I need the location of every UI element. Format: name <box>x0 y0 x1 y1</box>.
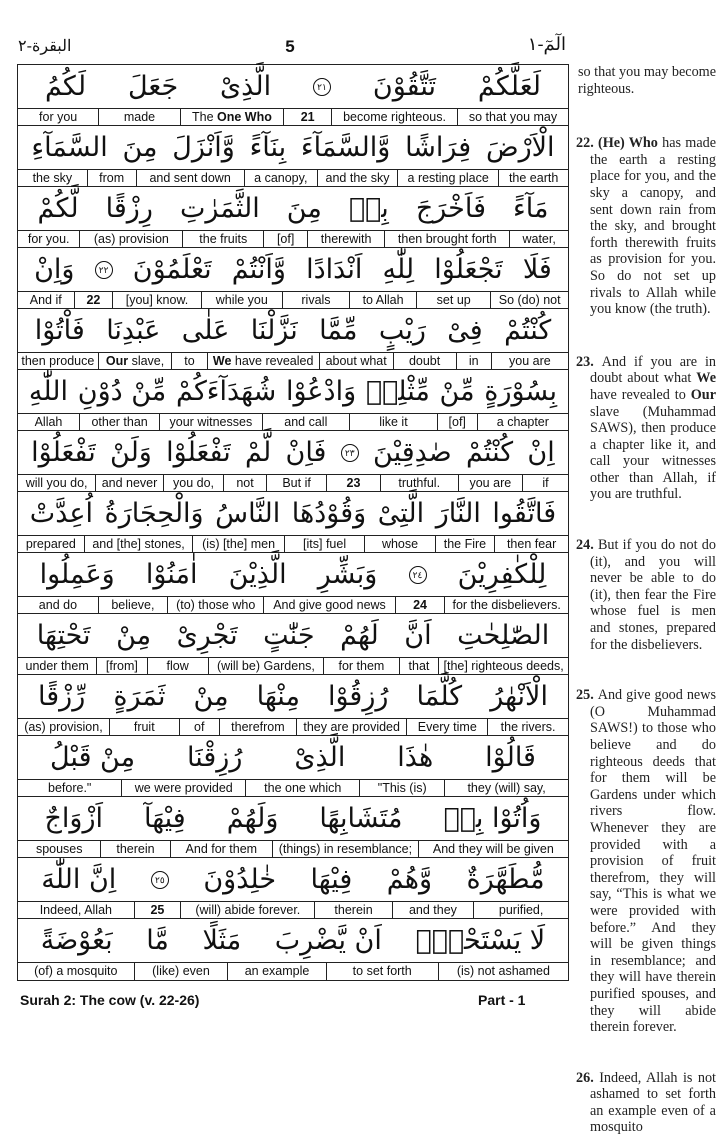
arabic-word: لَّمْ <box>245 436 272 468</box>
english-word-cell: to Allah <box>350 292 417 308</box>
english-word-cell: (as) provision, <box>18 719 110 735</box>
english-word-cell: we were provided <box>122 780 246 796</box>
verse-end-marker: ٢١ <box>313 78 331 96</box>
surah-name-arabic: البقرة-٢ <box>18 36 72 55</box>
arabic-word: اَنْدَادًا <box>306 253 363 285</box>
arabic-word: وَبَشِّرِ <box>317 558 378 590</box>
english-row <box>18 231 568 248</box>
arabic-word: لَهُمْ <box>340 619 379 651</box>
arabic-word: اِنَّ اللّٰهَ <box>41 863 117 895</box>
arabic-word: رَيْبٍ <box>378 314 426 346</box>
arabic-word: اَنَّ <box>404 619 432 651</box>
english-word-cell: believe, <box>99 597 168 613</box>
arabic-word: وَّاَنْزَلَ <box>172 131 235 163</box>
arabic-word: رُزِقْنَا <box>187 741 243 773</box>
english-word-cell: We have revealed <box>208 353 320 369</box>
english-row <box>18 536 568 553</box>
english-word-cell: for them <box>324 658 400 674</box>
word-by-word-table <box>17 64 569 981</box>
arabic-word: مِنْ <box>193 680 229 712</box>
arabic-word: اٰمَنُوْا <box>145 558 198 590</box>
english-row <box>18 170 568 187</box>
english-word-cell: under them <box>18 658 97 674</box>
english-word-cell: (is) [the] men <box>193 536 284 552</box>
english-word-cell: the sky <box>18 170 88 186</box>
arabic-word: مِّثْلِهٖ <box>365 375 430 407</box>
english-word-cell: will you do, <box>18 475 96 491</box>
arabic-word: هٰذَا <box>397 741 434 773</box>
english-word-cell: a resting place <box>398 170 499 186</box>
verse-row-pair <box>18 248 568 309</box>
english-word-cell: then brought forth <box>385 231 510 247</box>
english-word-cell: so that you may <box>468 110 558 124</box>
english-word-cell: other than <box>80 414 160 430</box>
english-word-cell: for the disbelievers. <box>452 598 561 612</box>
arabic-word: مِنَ <box>286 192 322 224</box>
verse-end-marker: ٢٤ <box>409 566 427 584</box>
arabic-word: شُهَدَآءَكُمْ <box>175 375 277 407</box>
english-word-cell: (will) abide forever. <box>181 902 315 918</box>
english-word-cell: of <box>180 719 220 735</box>
english-word-cell: [its] fuel <box>285 536 366 552</box>
english-row <box>18 353 568 370</box>
arabic-row <box>18 126 568 170</box>
arabic-word: مِّمَّا <box>319 314 358 346</box>
arabic-word: تَجْرِىْ <box>176 619 238 651</box>
english-word-cell: they (will) say, <box>467 781 546 795</box>
english-word-cell: from <box>88 170 137 186</box>
english-word-cell: if <box>542 476 549 490</box>
arabic-word: كُنْتُمْ <box>504 314 552 346</box>
english-word-cell: the Fire <box>436 536 496 552</box>
arabic-word: مِنْهَا <box>256 680 300 712</box>
arabic-word: وَاِنْ <box>34 253 75 285</box>
english-word-cell: (things) in resemblance; <box>273 841 419 857</box>
english-word-cell: whose <box>365 536 435 552</box>
arabic-word: اَنْ يَّضْرِبَ <box>274 924 382 956</box>
english-word-cell: So (do) not <box>498 293 561 307</box>
translation-verse-number: 24. <box>576 537 598 554</box>
translation-verse: 23. And if you are in doubt about what We have revealed to Our slave (Muhammad SAWS), then produce a chapter like it, and call your witnesses other than Allah, if you are truthful. <box>576 353 716 503</box>
english-word-cell: before." <box>18 780 122 796</box>
arabic-word: وَّالسَّمَآءَ <box>300 131 391 163</box>
english-word-cell: like it <box>350 414 438 430</box>
arabic-word: بِهٖ <box>348 192 389 224</box>
arabic-word: فَاْتُوْا <box>34 314 85 346</box>
arabic-word: وَاُتُوْا بِهٖ <box>443 802 542 834</box>
verse-row-pair <box>18 187 568 248</box>
english-word-cell: a canopy, <box>245 170 318 186</box>
verse-row-pair <box>18 675 568 736</box>
english-word-cell: [the] righteous deeds, <box>443 659 564 673</box>
english-word-cell: (as) provision <box>80 231 183 247</box>
verse-row-pair <box>18 65 568 126</box>
english-word-cell: and [the] stones, <box>85 536 194 552</box>
english-word-cell: prepared <box>18 536 85 552</box>
arabic-row <box>18 675 568 719</box>
arabic-word: تَفْعَلُوْا <box>166 436 231 468</box>
verse-row-pair <box>18 431 568 492</box>
arabic-word: مُتَشَابِهًا <box>319 802 403 834</box>
arabic-word: تَحْتِهَا <box>36 619 91 651</box>
english-word-cell: doubt <box>394 353 457 369</box>
english-word-cell: then fear <box>506 537 557 551</box>
english-word-cell: The One Who <box>181 109 285 125</box>
arabic-word: مِنْ <box>116 619 152 651</box>
english-row <box>18 597 568 614</box>
arabic-word: النَّاسُ <box>215 497 281 529</box>
arabic-word: لَّكُمْ <box>37 192 79 224</box>
arabic-word: لَعَلَّكُمْ <box>477 70 541 102</box>
arabic-word: وَادْعُوْا <box>285 375 357 407</box>
arabic-row <box>18 736 568 780</box>
english-word-cell: your witnesses <box>160 414 262 430</box>
english-row <box>18 475 568 492</box>
english-row <box>18 719 568 736</box>
english-word-cell: fruit <box>110 719 180 735</box>
arabic-word: وَّاَنْتُمْ <box>231 253 286 285</box>
english-word-cell: And they will be given <box>432 842 554 856</box>
arabic-word: فَاتَّقُوا <box>492 497 557 529</box>
english-word-cell: [of] <box>438 414 478 430</box>
arabic-word: خٰلِدُوْنَ <box>203 863 277 895</box>
arabic-row <box>18 553 568 597</box>
arabic-word: الَّتِىْ <box>377 497 425 529</box>
english-word-cell: therein <box>101 841 170 857</box>
english-word-cell: become righteous. <box>332 109 458 125</box>
arabic-word: لِلّٰهِ <box>382 253 415 285</box>
arabic-word: مُّطَهَّرَةٌ <box>466 863 545 895</box>
footer-surah-label: Surah 2: The cow (v. 22-26) <box>20 992 200 1008</box>
translation-verse: 22. (He) Who has made the earth a resting place for you, and the sky a canopy, and sent down rain from the sky, and brought forth therewith fruits as provision for you. So do not set up rivals to Allah while you know (the truth). <box>576 135 717 318</box>
verse-number-cell: 23 <box>327 475 380 491</box>
arabic-word: الثَّمَرٰتِ <box>179 192 260 224</box>
arabic-word: رِزْقًا <box>105 192 153 224</box>
arabic-word: فِيْهَآ <box>143 802 186 834</box>
english-word-cell: and do <box>18 597 99 613</box>
verse-end-marker: ٢٣ <box>341 444 359 462</box>
arabic-row <box>18 187 568 231</box>
verse-row-pair <box>18 492 568 553</box>
translation-intro: so that you may become righteous. <box>578 64 716 97</box>
translation-column <box>576 64 716 1136</box>
english-row <box>18 780 568 797</box>
arabic-word: تَفْعَلُوْا <box>31 436 96 468</box>
arabic-word: وَلَهُمْ <box>226 802 279 834</box>
verse-row-pair <box>18 858 568 919</box>
english-word-cell: the rivers. <box>500 720 556 734</box>
english-word-cell: [from] <box>97 658 147 674</box>
arabic-word: تَتَّقُوْنَ <box>372 70 437 102</box>
english-word-cell: you do, <box>164 475 224 491</box>
verse-row-pair <box>18 553 568 614</box>
arabic-row <box>18 797 568 841</box>
arabic-word: ثَمَرَةٍ <box>113 680 166 712</box>
footer-part-label: Part - 1 <box>478 992 526 1008</box>
arabic-word: النَّارَ <box>435 497 481 529</box>
verse-end-marker: ٢٢ <box>95 261 113 279</box>
english-word-cell: in <box>457 353 492 369</box>
arabic-word: وَلَنْ <box>110 436 152 468</box>
arabic-word: جَعَلَ <box>127 70 179 102</box>
verse-row-pair <box>18 797 568 858</box>
english-word-cell: then produce <box>18 353 99 369</box>
english-row <box>18 841 568 858</box>
arabic-word: مِنْ قَبْلُ <box>49 741 136 773</box>
english-row <box>18 658 568 675</box>
english-word-cell: And for them <box>171 841 274 857</box>
arabic-word: بِنَآءً <box>249 131 287 163</box>
english-word-cell: Allah <box>18 414 80 430</box>
english-word-cell: you are <box>459 475 523 491</box>
translation-verse: 25. And give good news (O Muhammad SAWS!) to those who believe and do righteous deeds that for them will be Gardens under which rivers flow. Whenever they are provided with a provision of fruit therefrom, they will say, “This is what we were provided with before.” And they will be given things in resemblance; and they will have therein purified spouses, and they will abide therein forever. <box>576 687 716 1036</box>
arabic-word: عَبْدِنَا <box>106 314 161 346</box>
translation-verse-number: 26. <box>576 1069 600 1086</box>
english-row <box>18 109 568 126</box>
arabic-word: وَالْحِجَارَةُ <box>104 497 204 529</box>
english-word-cell: the one which <box>246 780 360 796</box>
arabic-word: نَزَّلْنَا <box>250 314 298 346</box>
english-word-cell: they are provided <box>297 719 407 735</box>
english-word-cell: And give good news <box>264 597 395 613</box>
english-word-cell: therein <box>315 902 392 918</box>
english-word-cell: and never <box>96 475 164 491</box>
english-word-cell: [of] <box>264 231 308 247</box>
english-word-cell: therewith <box>308 231 385 247</box>
english-word-cell: therefrom <box>220 719 297 735</box>
verse-row-pair <box>18 126 568 187</box>
arabic-word: تَعْلَمُوْنَ <box>132 253 212 285</box>
arabic-row <box>18 919 568 963</box>
english-word-cell: for you <box>18 109 99 125</box>
verse-row-pair <box>18 309 568 370</box>
english-word-cell: and the sky <box>318 170 398 186</box>
english-word-cell: a chapter <box>496 415 549 429</box>
arabic-word: رِّزْقًا <box>38 680 86 712</box>
arabic-word: تَجْعَلُوْا <box>434 253 503 285</box>
english-word-cell: flow <box>148 658 209 674</box>
arabic-word: بَعُوْضَةً <box>40 924 113 956</box>
arabic-word: صٰدِقِيْنَ <box>373 436 452 468</box>
arabic-word: بِسُوْرَةٍ <box>484 375 558 407</box>
english-row <box>18 292 568 309</box>
english-row <box>18 902 568 919</box>
english-word-cell: not <box>224 475 267 491</box>
arabic-word: الَّذِيْنَ <box>228 558 287 590</box>
english-word-cell: while you <box>202 292 283 308</box>
english-word-cell: about what <box>320 353 394 369</box>
arabic-word: الَّذِىْ <box>294 741 346 773</box>
arabic-word: عَلٰى <box>181 314 230 346</box>
verse-row-pair <box>18 736 568 797</box>
arabic-word: فِيْهَا <box>310 863 353 895</box>
arabic-word: كُنْتُمْ <box>466 436 514 468</box>
arabic-word: الَّذِىْ <box>220 70 272 102</box>
english-word-cell: and they <box>393 902 475 918</box>
arabic-row <box>18 65 568 109</box>
english-word-cell: water, <box>522 232 556 246</box>
juz-name-arabic: الٓمٓ-١ <box>527 34 566 55</box>
verse-row-pair <box>18 370 568 431</box>
arabic-word: وَقُوْدُهَا <box>291 497 367 529</box>
english-word-cell: and sent down <box>137 170 245 186</box>
verse-number-cell: 25 <box>135 902 181 918</box>
arabic-word: لِلْكٰفِرِيْنَ <box>457 558 547 590</box>
english-word-cell: for you. <box>18 231 80 247</box>
arabic-word: اُعِدَّتْ <box>29 497 93 529</box>
arabic-word: السَّمَآءِ <box>31 131 108 163</box>
verse-end-marker: ٢٥ <box>151 871 169 889</box>
arabic-word: مِّنْ <box>439 375 475 407</box>
english-word-cell: purified, <box>498 903 544 917</box>
arabic-word: مِّنْ دُوْنِ <box>77 375 167 407</box>
arabic-word: جَنّٰتٍ <box>263 619 315 651</box>
english-word-cell: to set forth <box>327 963 439 980</box>
arabic-word: لَكُمُ <box>44 70 87 102</box>
arabic-word: وَعَمِلُوا <box>39 558 115 590</box>
arabic-word: فَاَخْرَجَ <box>415 192 486 224</box>
english-word-cell: the earth <box>508 171 559 185</box>
translation-verse: 26. Indeed, Allah is not ashamed to set forth an example even of a mosquito <box>576 1069 716 1136</box>
arabic-row <box>18 248 568 292</box>
arabic-row <box>18 614 568 658</box>
english-word-cell: But if <box>267 475 327 491</box>
english-word-cell: spouses <box>18 841 101 857</box>
english-word-cell: set up <box>417 292 491 308</box>
translation-verse-number: 23. <box>576 353 602 370</box>
english-row <box>18 963 568 980</box>
verse-number-cell: 22 <box>75 292 114 308</box>
translation-verse-number: 25. <box>576 687 598 704</box>
page-number: 5 <box>285 37 295 56</box>
english-word-cell: (of) a mosquito <box>18 963 135 980</box>
arabic-word: قَالُوْا <box>485 741 536 773</box>
english-word-cell: "This (is) <box>360 780 445 796</box>
arabic-word: وَّهُمْ <box>386 863 433 895</box>
arabic-row <box>18 309 568 353</box>
arabic-word: الصّٰلِحٰتِ <box>457 619 550 651</box>
arabic-word: مَّا <box>146 924 169 956</box>
arabic-word: اَزْوَاجٌ <box>44 802 103 834</box>
english-word-cell: (is) not ashamed <box>456 964 550 978</box>
arabic-word: لَا يَسْتَحْىٖٓ <box>415 924 546 956</box>
english-row <box>18 414 568 431</box>
arabic-word: الْاَنْهٰرُ <box>490 680 548 712</box>
arabic-word: مَآءً <box>513 192 549 224</box>
english-word-cell: [you] know. <box>113 292 201 308</box>
arabic-word: مَثَلًا <box>202 924 242 956</box>
arabic-word: رُزِقُوْا <box>327 680 389 712</box>
english-word-cell: (like) even <box>135 963 229 980</box>
arabic-word: اِنْ <box>527 436 555 468</box>
english-word-cell: Our slave, <box>99 353 173 369</box>
arabic-row <box>18 858 568 902</box>
english-word-cell: (will be) Gardens, <box>209 658 324 674</box>
arabic-word: فَاِنْ <box>285 436 327 468</box>
english-word-cell: and call <box>263 414 351 430</box>
arabic-row <box>18 492 568 536</box>
english-word-cell: you are <box>509 354 551 368</box>
english-word-cell: an example <box>228 963 326 980</box>
verse-number-cell: 24 <box>396 597 446 613</box>
english-word-cell: the fruits <box>183 231 264 247</box>
english-word-cell: that <box>400 658 440 674</box>
translation-verse-number: 22. <box>576 135 598 152</box>
english-word-cell: Every time <box>407 719 488 735</box>
arabic-word: الْاَرْضَ <box>485 131 555 163</box>
english-word-cell: rivals <box>283 292 350 308</box>
english-word-cell: made <box>99 109 180 125</box>
arabic-word: فِىْ <box>447 314 483 346</box>
english-word-cell: to <box>172 353 207 369</box>
translation-verse: 24. But if you do not do (it), and you will never be able to do (it), then fear the Fire whose fuel is men and stones, prepared for the disbelievers. <box>576 537 716 653</box>
english-word-cell: truthful. <box>381 475 459 491</box>
arabic-word: كُلَّمَا <box>416 680 463 712</box>
verse-number-cell: 21 <box>284 109 332 125</box>
arabic-word: فِرَاشًا <box>405 131 472 163</box>
arabic-row <box>18 370 568 414</box>
arabic-word: اللّٰهِ <box>28 375 69 407</box>
arabic-row <box>18 431 568 475</box>
arabic-word: مِنَ <box>122 131 158 163</box>
verse-row-pair <box>18 919 568 980</box>
english-word-cell: Indeed, Allah <box>18 902 135 918</box>
arabic-word: فَلَا <box>522 253 552 285</box>
english-word-cell: And if <box>18 292 75 308</box>
english-word-cell: (to) those who <box>168 597 264 613</box>
verse-row-pair <box>18 614 568 675</box>
